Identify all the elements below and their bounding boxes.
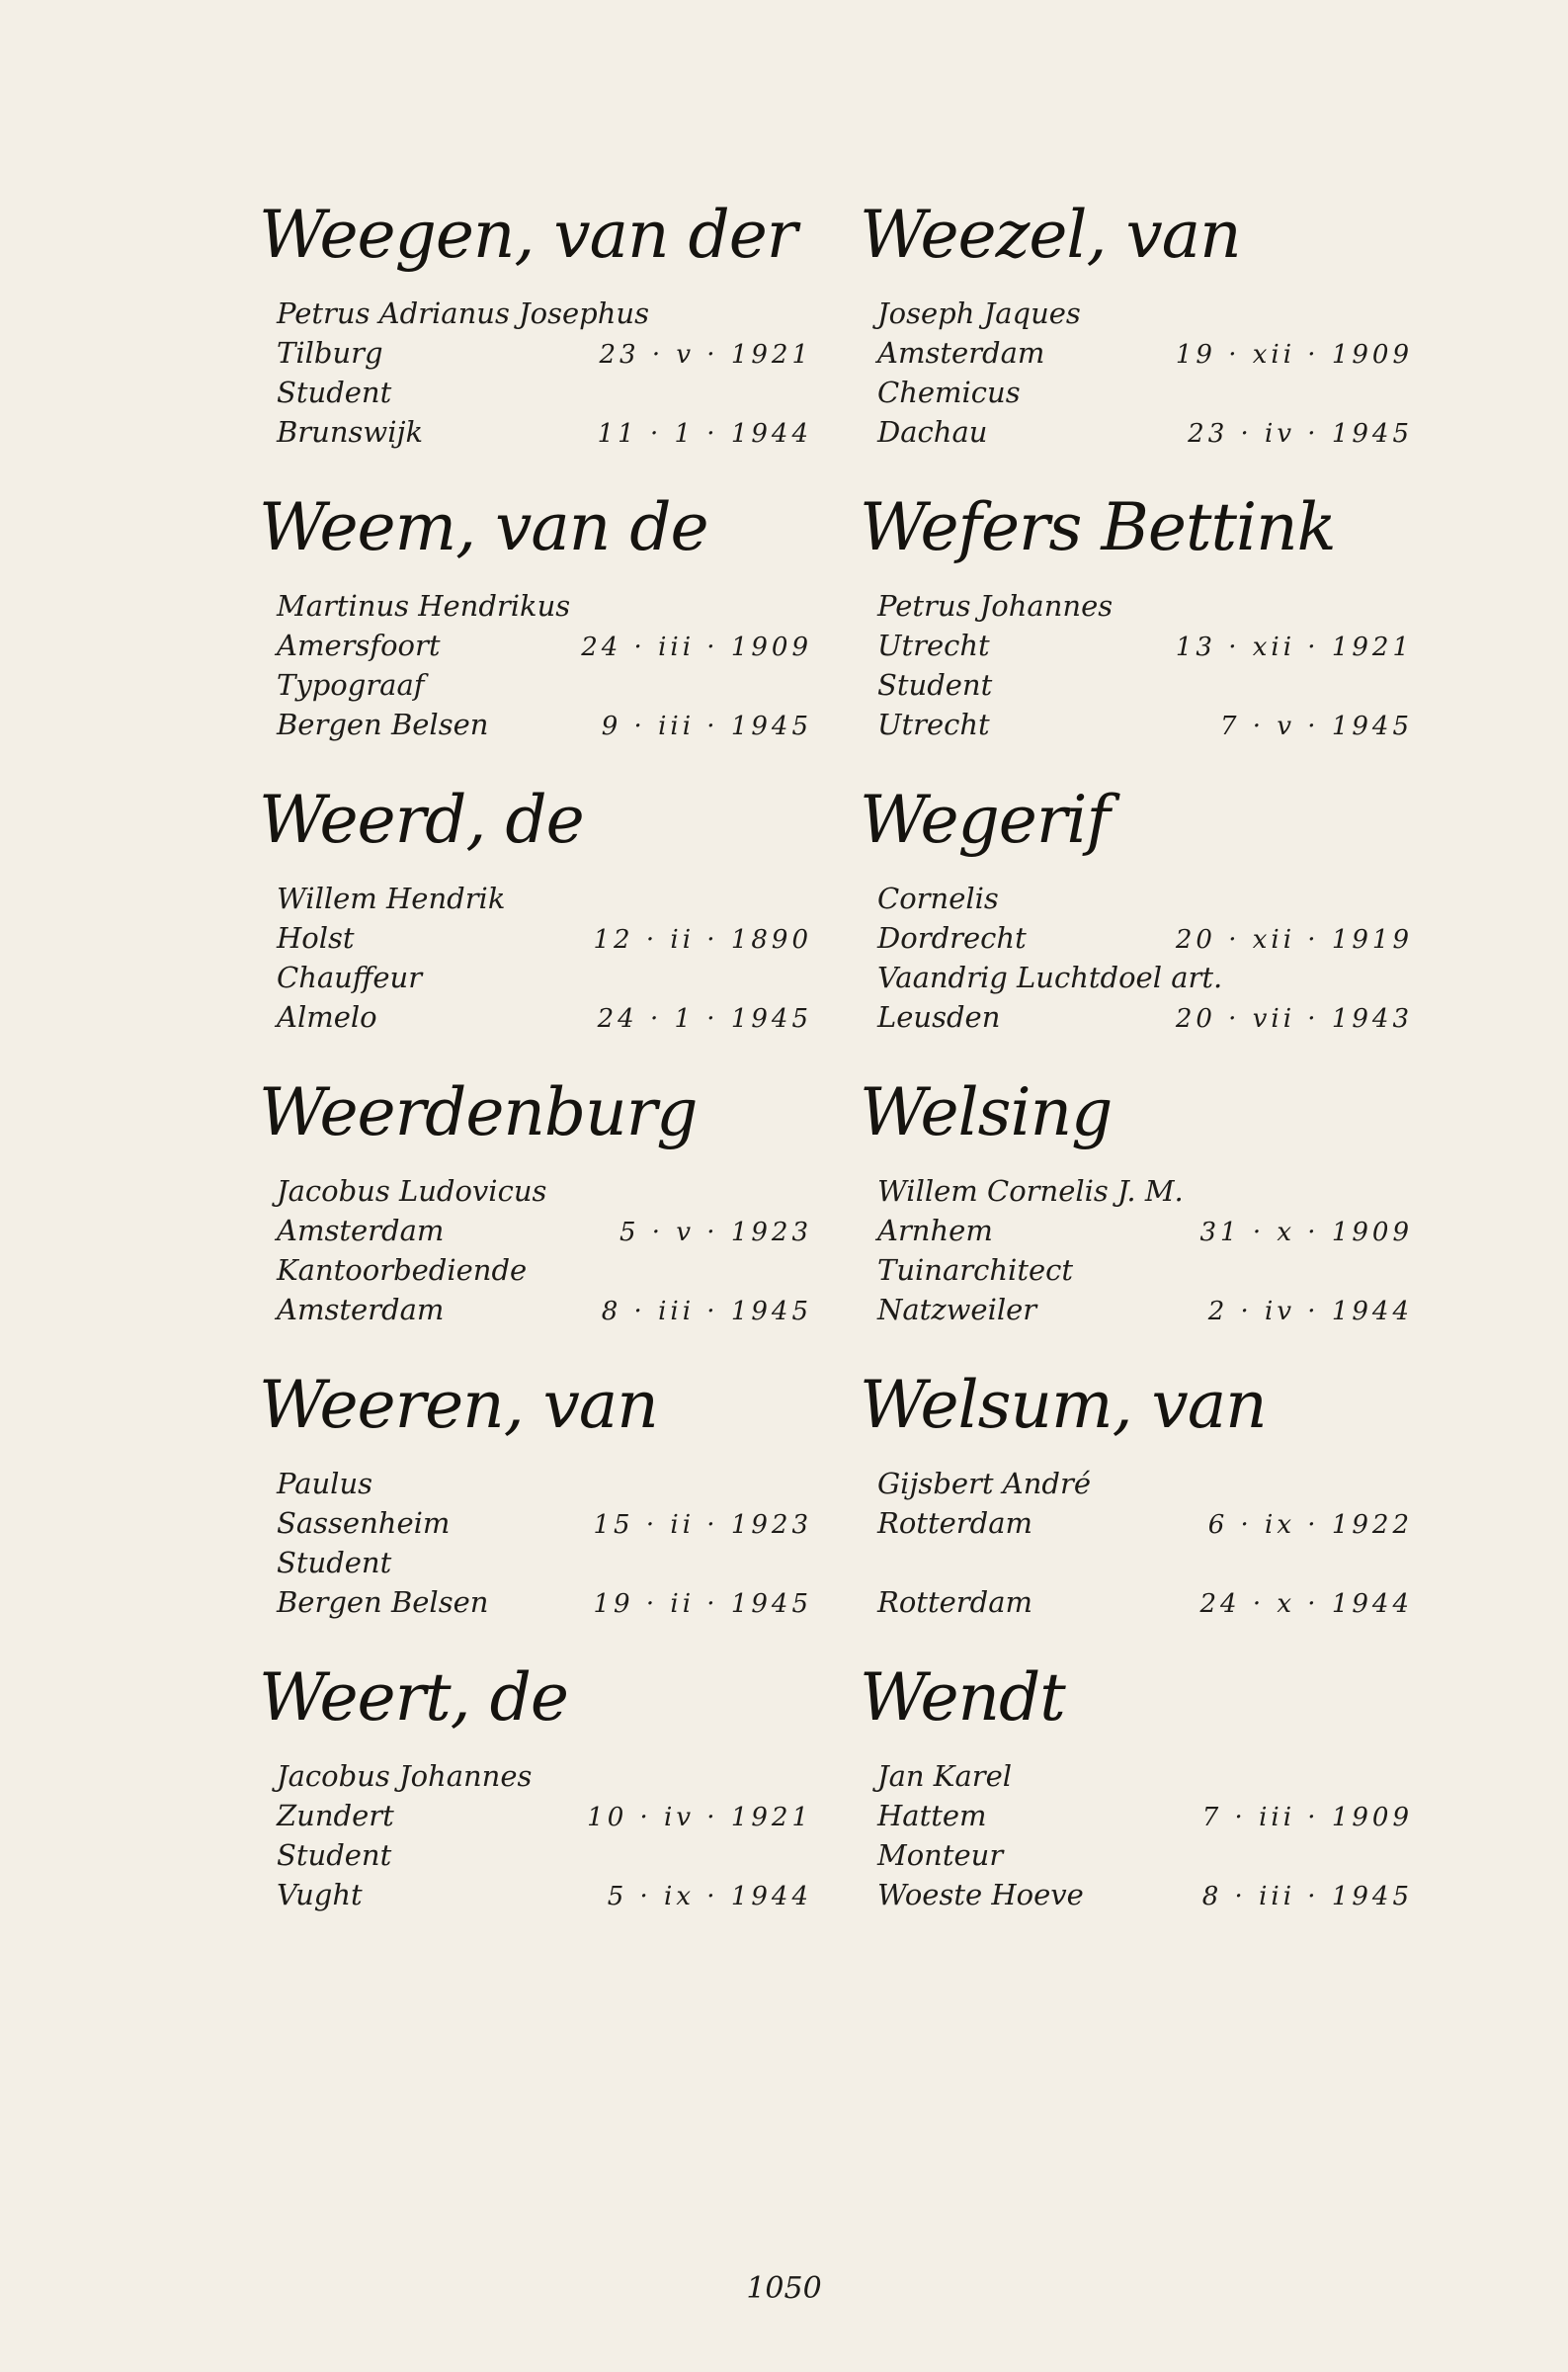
surname: Weerd, de bbox=[259, 782, 584, 858]
death-row bbox=[860, 997, 1413, 1037]
birthplace: Utrecht bbox=[877, 629, 990, 662]
entry bbox=[259, 1659, 812, 1958]
birthdate: 10 · iv · 1921 bbox=[587, 1803, 812, 1832]
deathdate: 9 · iii · 1945 bbox=[601, 712, 812, 741]
occupation: Vaandrig Luchtdoel art. bbox=[877, 961, 1223, 994]
deathplace: Bergen Belsen bbox=[277, 1585, 489, 1619]
deathplace: Leusden bbox=[877, 1000, 1001, 1034]
first-names: Joseph Jaques bbox=[877, 296, 1081, 330]
birthplace: Amsterdam bbox=[877, 336, 1045, 370]
birthplace: Rotterdam bbox=[877, 1506, 1032, 1540]
occupation: Kantoorbediende bbox=[277, 1253, 528, 1287]
surname: Weerdenburg bbox=[259, 1074, 698, 1150]
birth-row bbox=[259, 1796, 812, 1835]
birth-row bbox=[259, 1503, 812, 1543]
death-row bbox=[259, 997, 812, 1037]
surname: Wefers Bettink bbox=[860, 489, 1336, 565]
birthdate: 13 · xii · 1921 bbox=[1175, 633, 1413, 662]
entry bbox=[259, 1367, 812, 1665]
first-names: Petrus Johannes bbox=[877, 589, 1114, 623]
occupation: Student bbox=[277, 1838, 392, 1872]
entry bbox=[860, 1659, 1413, 1958]
occupation-row bbox=[860, 958, 1413, 997]
left-column bbox=[259, 197, 812, 1958]
first-names-row bbox=[259, 586, 812, 626]
death-row bbox=[860, 1290, 1413, 1329]
birthplace: Sassenheim bbox=[277, 1506, 451, 1540]
surname: Weem, van de bbox=[259, 489, 708, 565]
occupation-row bbox=[259, 373, 812, 412]
deathdate: 8 · iii · 1945 bbox=[1201, 1882, 1413, 1911]
birth-row bbox=[860, 1796, 1413, 1835]
first-names: Gijsbert André bbox=[877, 1467, 1091, 1500]
surname: Weeren, van bbox=[259, 1367, 658, 1443]
entry bbox=[259, 197, 812, 495]
occupation: Student bbox=[277, 376, 392, 409]
deathplace: Brunswijk bbox=[277, 415, 424, 449]
first-names: Willem Cornelis J. M. bbox=[877, 1174, 1184, 1208]
birthdate: 5 · v · 1923 bbox=[619, 1218, 812, 1247]
death-row bbox=[259, 1582, 812, 1622]
birth-row bbox=[860, 333, 1413, 373]
first-names: Petrus Adrianus Josephus bbox=[277, 296, 649, 330]
death-row bbox=[860, 412, 1413, 452]
death-row bbox=[259, 1290, 812, 1329]
occupation-row bbox=[860, 665, 1413, 705]
deathdate: 20 · vii · 1943 bbox=[1175, 1004, 1413, 1034]
birthdate: 20 · xii · 1919 bbox=[1175, 925, 1413, 955]
surname: Welsing bbox=[860, 1074, 1113, 1150]
deathplace: Amsterdam bbox=[277, 1293, 445, 1326]
birth-row bbox=[259, 626, 812, 665]
death-row bbox=[860, 705, 1413, 744]
deathplace: Almelo bbox=[277, 1000, 377, 1034]
birthplace: Amsterdam bbox=[277, 1214, 445, 1247]
birthdate: 15 · ii · 1923 bbox=[593, 1510, 812, 1540]
birth-row bbox=[860, 1211, 1413, 1250]
occupation: Student bbox=[877, 668, 993, 702]
deathdate: 8 · iii · 1945 bbox=[601, 1297, 812, 1326]
deathplace: Vught bbox=[277, 1878, 363, 1911]
death-row bbox=[259, 705, 812, 744]
birth-row bbox=[259, 1211, 812, 1250]
occupation: Monteur bbox=[877, 1838, 1004, 1872]
entry bbox=[259, 782, 812, 1080]
first-names-row bbox=[860, 586, 1413, 626]
first-names-row bbox=[259, 1171, 812, 1211]
page-number: 1050 bbox=[746, 2271, 822, 2306]
first-names: Cornelis bbox=[877, 882, 999, 915]
deathplace: Rotterdam bbox=[877, 1585, 1032, 1619]
first-names-row bbox=[259, 1464, 812, 1503]
first-names-row bbox=[860, 294, 1413, 333]
surname: Wegerif bbox=[860, 782, 1110, 858]
birthdate: 31 · x · 1909 bbox=[1199, 1218, 1413, 1247]
deathdate: 7 · v · 1945 bbox=[1220, 712, 1413, 741]
surname: Weezel, van bbox=[860, 197, 1241, 273]
deathdate: 2 · iv · 1944 bbox=[1207, 1297, 1413, 1326]
birthdate: 7 · iii · 1909 bbox=[1201, 1803, 1413, 1832]
first-names: Jacobus Ludovicus bbox=[277, 1174, 547, 1208]
deathdate: 24 · x · 1944 bbox=[1199, 1589, 1413, 1619]
occupation-row bbox=[860, 1250, 1413, 1290]
surname: Welsum, van bbox=[860, 1367, 1267, 1443]
occupation-row bbox=[860, 1835, 1413, 1875]
first-names-row bbox=[259, 879, 812, 918]
birth-row bbox=[259, 918, 812, 958]
birth-row bbox=[860, 1503, 1413, 1543]
surname: Weegen, van der bbox=[259, 197, 797, 273]
entry bbox=[860, 1367, 1413, 1665]
entry bbox=[860, 1074, 1413, 1373]
birthplace: Tilburg bbox=[277, 336, 383, 370]
deathdate: 19 · ii · 1945 bbox=[593, 1589, 812, 1619]
first-names-row bbox=[860, 879, 1413, 918]
first-names: Paulus bbox=[277, 1467, 373, 1500]
death-row bbox=[860, 1875, 1413, 1914]
birthdate: 19 · xii · 1909 bbox=[1175, 340, 1413, 370]
occupation: Chauffeur bbox=[277, 961, 423, 994]
deathplace: Woeste Hoeve bbox=[877, 1878, 1084, 1911]
birth-row bbox=[860, 626, 1413, 665]
occupation-row bbox=[259, 1250, 812, 1290]
death-row bbox=[259, 412, 812, 452]
entry bbox=[860, 489, 1413, 788]
occupation-row bbox=[259, 1835, 812, 1875]
occupation: Typograaf bbox=[277, 668, 425, 702]
deathdate: 5 · ix · 1944 bbox=[607, 1882, 812, 1911]
surname: Weert, de bbox=[259, 1659, 568, 1736]
deathplace: Utrecht bbox=[877, 708, 990, 741]
deathdate: 23 · iv · 1945 bbox=[1188, 419, 1413, 449]
first-names: Jacobus Johannes bbox=[277, 1759, 533, 1793]
birth-row bbox=[860, 918, 1413, 958]
occupation-row bbox=[860, 373, 1413, 412]
occupation-row bbox=[860, 1543, 1413, 1582]
birthdate: 24 · iii · 1909 bbox=[581, 633, 812, 662]
first-names-row bbox=[860, 1756, 1413, 1796]
deathdate: 11 · 1 · 1944 bbox=[597, 419, 812, 449]
birth-row bbox=[259, 333, 812, 373]
birthplace: Hattem bbox=[877, 1799, 987, 1832]
death-row bbox=[259, 1875, 812, 1914]
birthplace: Zundert bbox=[277, 1799, 394, 1832]
occupation: Chemicus bbox=[877, 376, 1021, 409]
birthplace: Dordrecht bbox=[877, 921, 1027, 955]
first-names-row bbox=[259, 294, 812, 333]
occupation: Student bbox=[277, 1546, 392, 1579]
occupation-row bbox=[259, 665, 812, 705]
death-row bbox=[860, 1582, 1413, 1622]
first-names: Willem Hendrik bbox=[277, 882, 506, 915]
birthplace: Arnhem bbox=[877, 1214, 993, 1247]
occupation: Tuinarchitect bbox=[877, 1253, 1074, 1287]
first-names-row bbox=[860, 1171, 1413, 1211]
deathplace: Bergen Belsen bbox=[277, 708, 489, 741]
deathplace: Dachau bbox=[877, 415, 988, 449]
surname: Wendt bbox=[860, 1659, 1065, 1736]
deathdate: 24 · 1 · 1945 bbox=[597, 1004, 812, 1034]
first-names: Jan Karel bbox=[877, 1759, 1013, 1793]
deathplace: Natzweiler bbox=[877, 1293, 1037, 1326]
entry bbox=[860, 782, 1413, 1080]
birthdate: 6 · ix · 1922 bbox=[1207, 1510, 1413, 1540]
first-names: Martinus Hendrikus bbox=[277, 589, 571, 623]
occupation-row bbox=[259, 958, 812, 997]
entry bbox=[259, 1074, 812, 1373]
birthdate: 23 · v · 1921 bbox=[599, 340, 812, 370]
birthdate: 12 · ii · 1890 bbox=[593, 925, 812, 955]
entry bbox=[259, 489, 812, 788]
birthplace: Holst bbox=[277, 921, 355, 955]
entry bbox=[860, 197, 1413, 495]
right-column bbox=[860, 197, 1413, 1958]
birthplace: Amersfoort bbox=[277, 629, 441, 662]
first-names-row bbox=[259, 1756, 812, 1796]
occupation-row bbox=[259, 1543, 812, 1582]
first-names-row bbox=[860, 1464, 1413, 1503]
